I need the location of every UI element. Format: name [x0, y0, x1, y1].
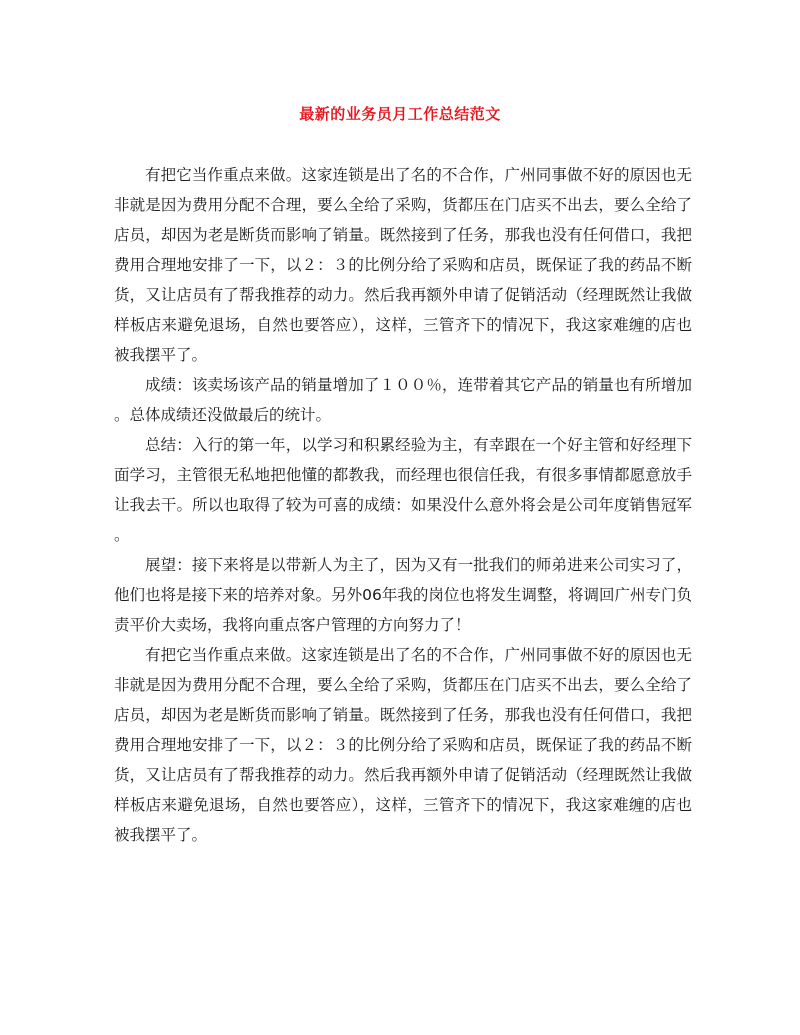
document-title: 最新的业务员月工作总结范文	[299, 105, 501, 123]
paragraph: 总结：入行的第一年，以学习和积累经验为主，有幸跟在一个好主管和好经理下面学习，主管很无私地把他懂的都教我，而经理也很信任我，有很多事情都愿意放手让我去干。所以也取得了较为可喜的成绩：如果没什么意外将会是公司年度销售冠军。	[114, 436, 692, 544]
document-body	[114, 160, 692, 850]
paragraph: 有把它当作重点来做。这家连锁是出了名的不合作，广州同事做不好的原因也无非就是因为费用分配不合理，要么全给了采购，货都压在门店买不出去，要么全给了店员，却因为老是断货而影响了销量。既然接到了任务，那我也没有任何借口，我把费用合理地安排了一下，以２：３的比例分给了采购和店员，既保证了我的药品不断货，又让店员有了帮我推荐的动力。然后我再额外申请了促销活动（经理既然让我做样板店来避免退场，自然也要答应），这样，三管齐下的情况下，我这家难缠的店也被我摆平了。	[114, 646, 692, 844]
paragraph: 成绩：该卖场该产品的销量增加了１００％，连带着其它产品的销量也有所增加。总体成绩还没做最后的统计。	[114, 376, 692, 424]
paragraph: 展望：接下来将是以带新人为主了，因为又有一批我们的师弟进来公司实习了，他们也将是接下来的培养对象。另外06年我的岗位也将发生调整，将调回广州专门负责平价大卖场，我将向重点客户管理的方向努力了！	[114, 556, 692, 634]
paragraph: 有把它当作重点来做。这家连锁是出了名的不合作，广州同事做不好的原因也无非就是因为费用分配不合理，要么全给了采购，货都压在门店买不出去，要么全给了店员，却因为老是断货而影响了销量。既然接到了任务，那我也没有任何借口，我把费用合理地安排了一下，以２：３的比例分给了采购和店员，既保证了我的药品不断货，又让店员有了帮我推荐的动力。然后我再额外申请了促销活动（经理既然让我做样板店来避免退场，自然也要答应），这样，三管齐下的情况下，我这家难缠的店也被我摆平了。	[114, 166, 692, 364]
